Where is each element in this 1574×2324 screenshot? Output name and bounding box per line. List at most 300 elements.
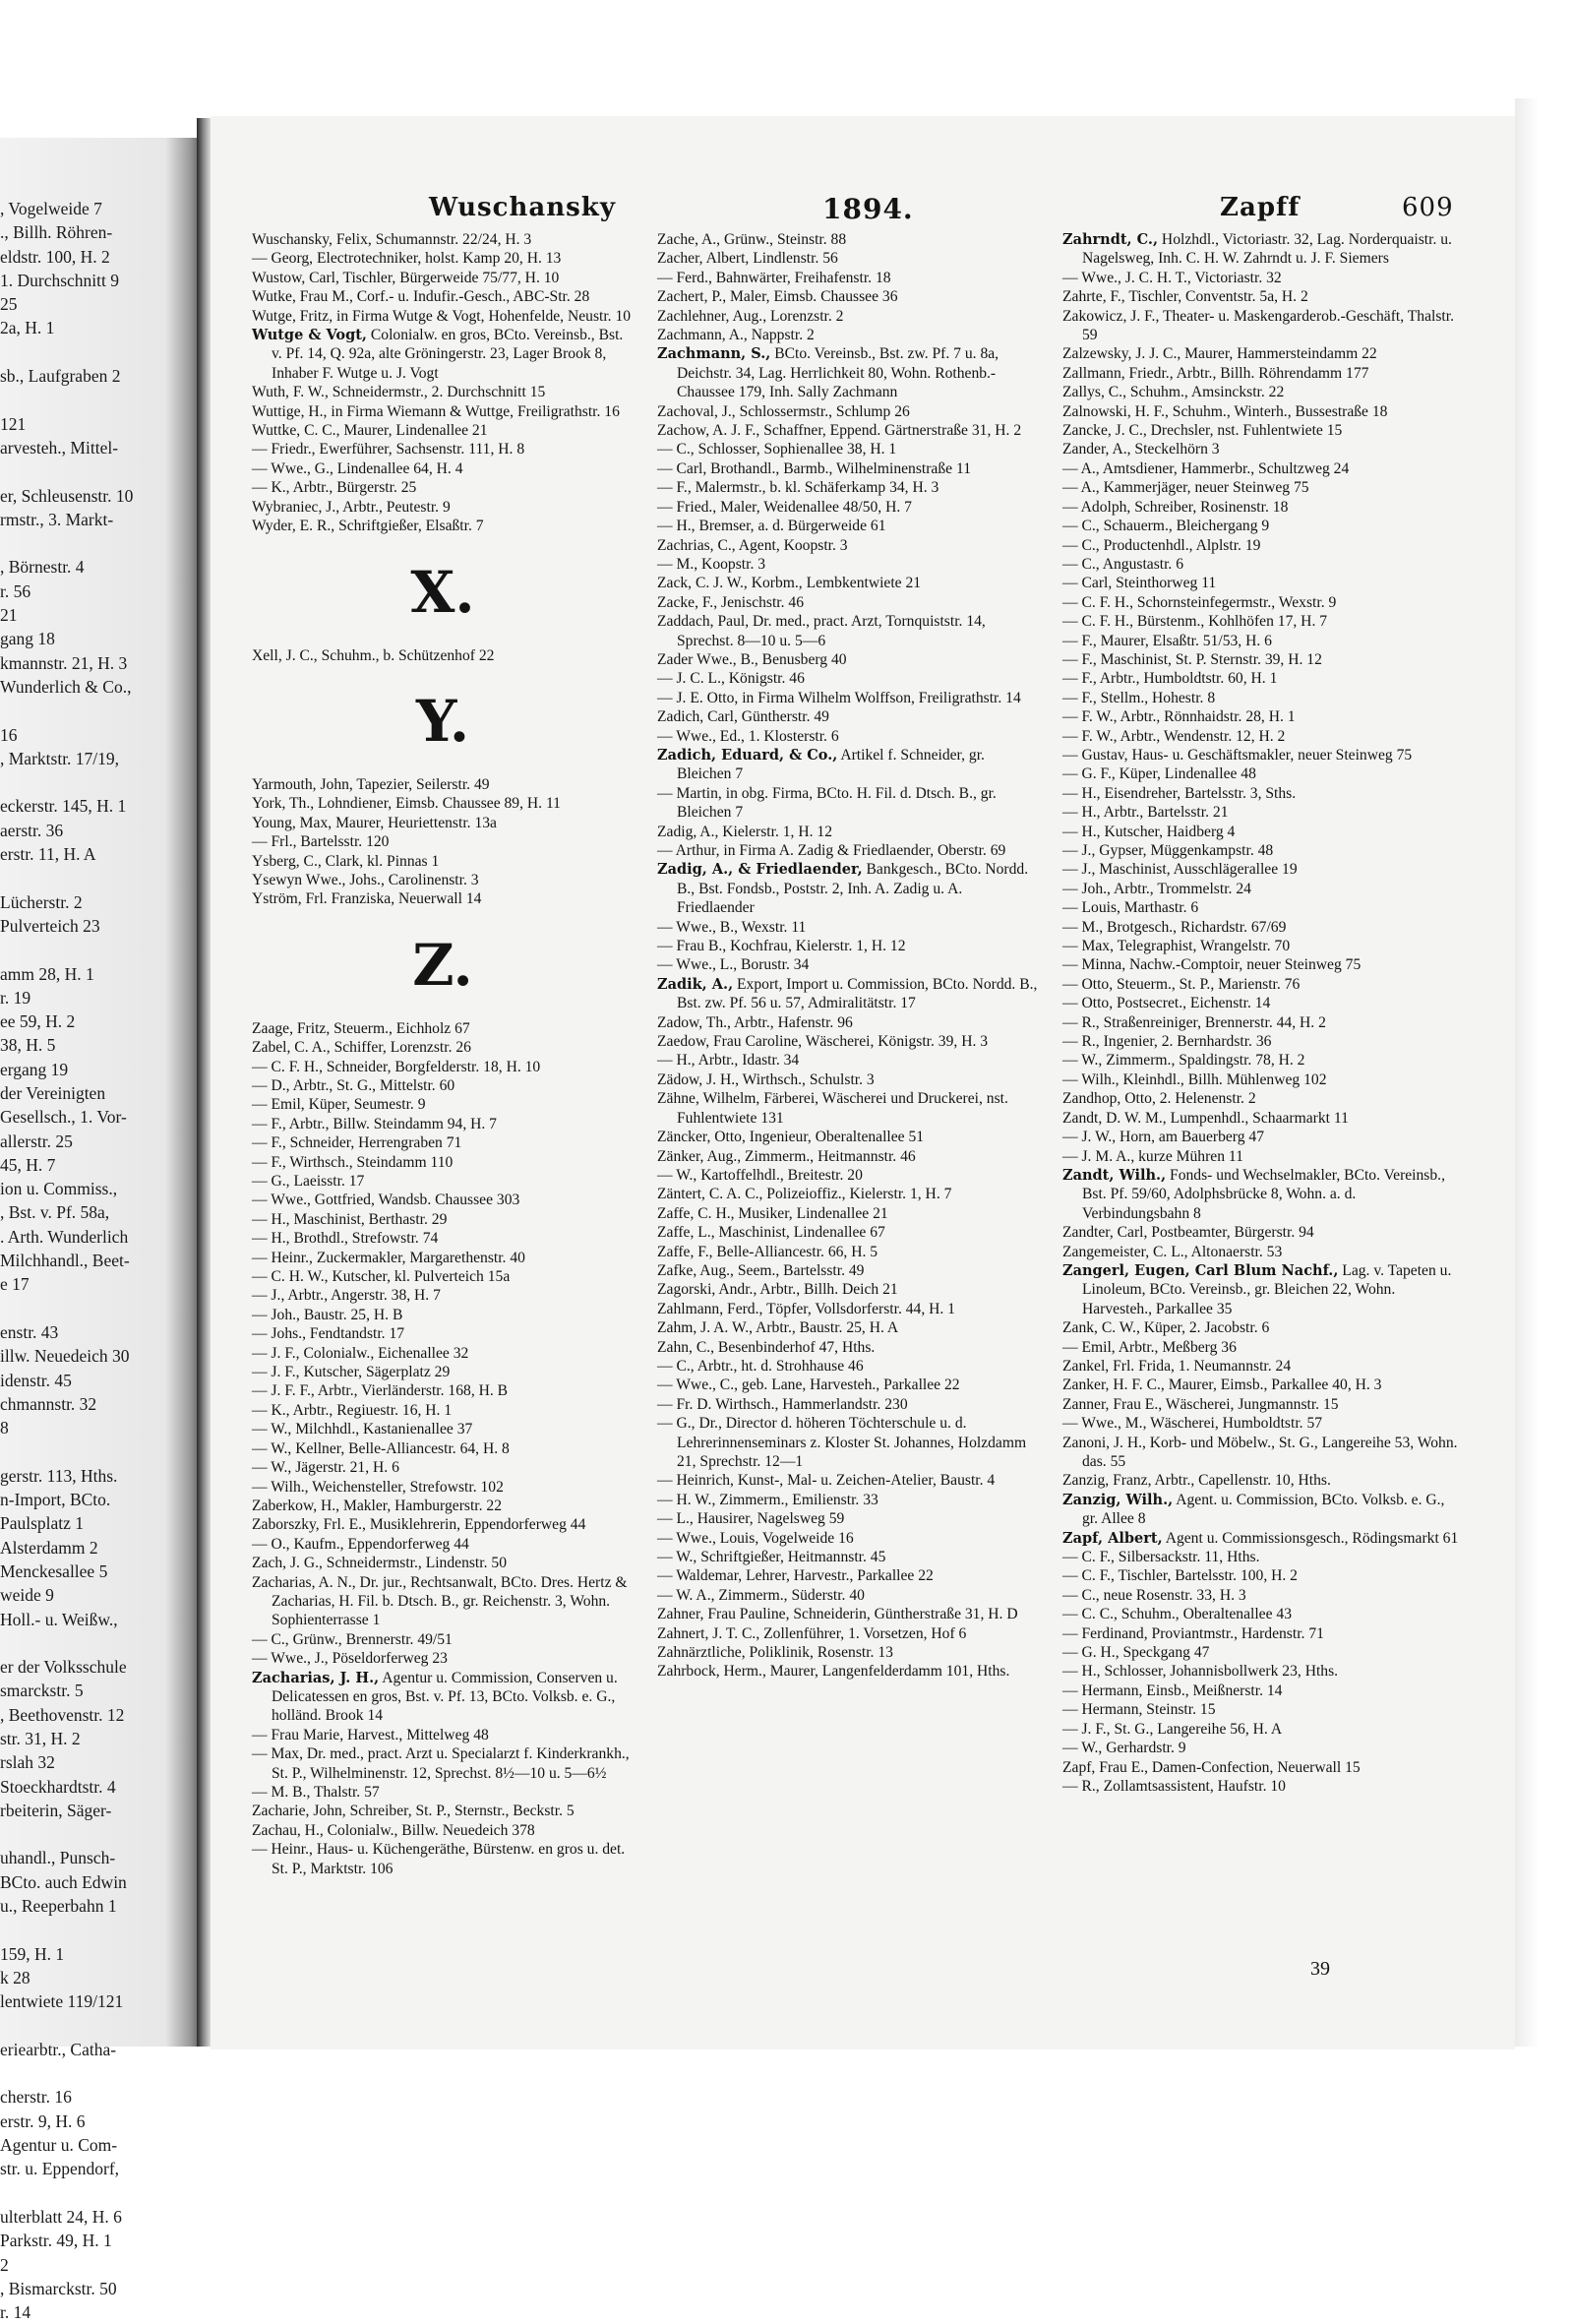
directory-entry: — J. C. L., Königstr. 46 [657,670,805,688]
directory-entry: Zahner, Frau Pauline, Schneiderin, Güntherstraße 31, H. D [657,1606,1018,1623]
previous-page-line: 25 [0,294,18,315]
directory-entry: Zaffe, L., Maschinist, Lindenallee 67 [657,1224,885,1242]
previous-page-line [0,2014,197,2038]
previous-page-line: r. 14 [0,2302,31,2323]
previous-page-line [0,2181,197,2205]
directory-entry: Wyder, E. R., Schriftgießer, Elsaßtr. 7 [252,518,484,535]
directory-entry: — Wwe., J., Pöseldorferweg 23 [252,1650,448,1668]
directory-entry: — H., Arbtr., Bartelsstr. 21 [1062,804,1229,822]
section-letter-y: Y. [415,687,470,755]
directory-entry: — W., Kartoffelhdl., Breitestr. 20 [657,1166,863,1184]
directory-entry: — J. W., Horn, am Bauerberg 47 [1062,1129,1265,1146]
directory-entry: Zaedow, Frau Caroline, Wäscherei, Königstr. 39, H. 3 [657,1033,989,1051]
directory-entry: — Otto, Postsecret., Eichenstr. 14 [1062,995,1271,1012]
directory-entry: — Frau Marie, Harvest., Mittelweg 48 [252,1726,489,1743]
directory-entry: Zach, J. G., Schneidermstr., Lindenstr. 50 [252,1555,507,1572]
directory-entry: — Wilh., Weichensteller, Strefowstr. 102 [252,1478,504,1496]
directory-entry: Zachau, H., Colonialw., Billw. Neuedeich 378 [252,1821,535,1839]
entries-z [252,1019,634,1878]
directory-entry: Zadig, A., & Friedlaender, Bankgesch., BCto. Nordd. B., Bst. Fondsb., Poststr. 2, Inh. A. Zadig u. A. Friedlaender [657,861,1029,917]
directory-entry: Wustow, Carl, Tischler, Bürgerweide 75/77, H. 10 [252,269,560,286]
directory-entry: — H., Kutscher, Haidberg 4 [1062,823,1236,840]
directory-entry: Zaberkow, H., Makler, Hamburgerstr. 22 [252,1497,503,1514]
directory-entry: Zanzig, Franz, Arbtr., Capellenstr. 10, Hths. [1062,1472,1331,1490]
entries-w [252,230,634,536]
previous-page-line: rbeiterin, Säger- [0,1800,112,1820]
directory-entry: — C. F., Silbersackstr. 11, Hths. [1062,1549,1260,1566]
directory-entry: Yarmouth, John, Tapezier, Seilerstr. 49 [252,775,490,793]
directory-entry: — C. F. H., Bürstenm., Kohlhöfen 17, H. 7 [1062,613,1328,631]
entry-firm-name: Zadig, A., & Friedlaender, [657,861,863,879]
directory-entry: — Wilh., Kleinhdl., Billh. Mühlenweg 102 [1062,1070,1327,1088]
directory-entry: — Waldemar, Lehrer, Harvestr., Parkallee 22 [657,1567,934,1585]
directory-entry: Wutke, Frau M., Corf.- u. Indufir.-Gesch., ABC-Str. 28 [252,288,590,306]
directory-entry: York, Th., Lohndiener, Eimsb. Chaussee 89, H. 11 [252,795,561,813]
directory-entry: — M., Brotgesch., Richardstr. 67/69 [1062,918,1287,936]
previous-page-line: gerstr. 113, Hths. [0,1465,118,1486]
directory-entry: Zandter, Carl, Postbeamter, Bürgerstr. 94 [1062,1224,1314,1242]
directory-entry: — C., Schauerm., Bleichergang 9 [1062,518,1270,535]
previous-page-line: e 17 [0,1274,30,1295]
previous-page-line: smarckstr. 5 [0,1681,84,1701]
previous-page-line: idenstr. 45 [0,1370,72,1390]
previous-page-line [0,1297,197,1320]
directory-entry: Zadow, Th., Arbtr., Hafenstr. 96 [657,1013,853,1031]
column-2 [657,230,1039,1682]
previous-page-line: cherstr. 16 [0,2087,72,2108]
previous-page-line: ulterblatt 24, H. 6 [0,2206,122,2227]
previous-page-fragment [0,197,197,2323]
directory-entry: — J., Gypser, Müggenkampstr. 48 [1062,842,1274,859]
previous-page-line: ion u. Commiss., [0,1179,118,1199]
directory-entry: — Max, Telegraphist, Wrangelstr. 70 [1062,938,1291,955]
directory-entry: Zacharias, J. H., Agentur u. Commission, Conserven u. Delicatessen en gros, Bst. v. Pf. 13, BCto. Volksb. e. G., holländ. Brook 14 [252,1669,618,1725]
entries-x [252,646,634,665]
directory-entry: Zalzewsky, J. J. C., Maurer, Hammersteindamm 22 [1062,345,1377,363]
directory-entry: — H., Brothdl., Strefowstr. 74 [252,1230,439,1248]
previous-page-line: sb., Laufgraben 2 [0,366,121,387]
directory-entry: — F. W., Arbtr., Rönnhaidstr. 28, H. 1 [1062,708,1296,726]
directory-entry: — J., Arbtr., Angerstr. 38, H. 7 [252,1287,441,1305]
page-number: 609 [1402,193,1454,222]
directory-entry: Zaage, Fritz, Steuerm., Eichholz 67 [252,1019,470,1037]
directory-entry: — A., Kammerjäger, neuer Steinweg 75 [1062,479,1309,497]
directory-entry: — Johs., Fendtandstr. 17 [252,1325,405,1343]
previous-page-line: Gesellsch., 1. Vor- [0,1107,127,1128]
previous-page-line: ee 59, H. 2 [0,1011,76,1032]
directory-entry: — R., Zollamtsassistent, Haufstr. 10 [1062,1777,1286,1795]
directory-entry: — R., Ingenier, 2. Bernhardstr. 36 [1062,1033,1272,1051]
directory-entry: Zäntert, C. A. C., Polizeioffiz., Kielerstr. 1, H. 7 [657,1186,952,1203]
previous-page-line: chmannstr. 32 [0,1393,97,1414]
entries-y [252,775,634,909]
directory-entry: — Arthur, in Firma A. Zadig & Friedlaender, Oberstr. 69 [657,842,1006,859]
directory-entry: — Fr. D. Wirthsch., Hammerlandstr. 230 [657,1395,908,1413]
directory-entry: Zaborszky, Frl. E., Musiklehrerin, Eppendorferweg 44 [252,1516,586,1534]
directory-entry: Zallys, C., Schuhm., Amsinckstr. 22 [1062,384,1285,401]
previous-page-line: , Bst. v. Pf. 58a, [0,1202,110,1223]
directory-entry: — Gustav, Haus- u. Geschäftsmakler, neuer Steinweg 75 [1062,746,1413,764]
column-1 [252,230,634,1878]
directory-entry: Zahrbock, Herm., Maurer, Langenfelderdamm 101, Hths. [657,1663,1010,1681]
directory-entry: — Carl, Brothandl., Barmb., Wilhelminenstraße 11 [657,459,971,477]
directory-entry: — C. F., Tischler, Bartelsstr. 100, H. 2 [1062,1567,1298,1585]
directory-entry: Zahlmann, Ferd., Töpfer, Vollsdorferstr. 44, H. 1 [657,1300,955,1317]
directory-entry: — Ferd., Bahnwärter, Freihafenstr. 18 [657,269,891,286]
previous-page-line: Menckesallee 5 [0,1560,108,1581]
directory-entry: Zachlehner, Aug., Lorenzstr. 2 [657,307,844,325]
previous-page-line [0,531,197,555]
directory-entry: — Max, Dr. med., pract. Arzt u. Specialarzt f. Kinderkrankh., St. P., Wilhelminenstr. 12, Sprechst. 8½—10 u. 5—6½ [252,1745,630,1782]
directory-entry: — Hermann, Einsb., Meißnerstr. 14 [1062,1682,1283,1699]
book-spine-edge [197,118,211,2047]
directory-entry: — C., Arbtr., ht. d. Strohhause 46 [657,1357,864,1375]
directory-entry: — W., Zimmerm., Spaldingstr. 78, H. 2 [1062,1052,1305,1070]
directory-entry: — Louis, Marthastr. 6 [1062,899,1199,917]
directory-entry: Zacharias, A. N., Dr. jur., Rechtsanwalt, BCto. Dres. Hertz & Zacharias, H. Fil. b. Dtsch. B., gr. Reichenstr. 3, Wohn. Sophienterrasse 1 [252,1573,628,1629]
running-head-year: 1894. [822,193,914,225]
directory-entry: — Heinr., Haus- u. Küchengeräthe, Bürstenw. en gros u. det. St. P., Marktstr. 106 [252,1841,626,1877]
entry-firm-name: Zanzig, Wilh., [1062,1491,1174,1508]
directory-entry: Yström, Frl. Franziska, Neuerwall 14 [252,890,482,908]
previous-page-line: illw. Neuedeich 30 [0,1346,130,1367]
directory-entry: Zahn, C., Besenbinderhof 47, Hths. [657,1338,876,1356]
directory-entry: Zanzig, Wilh., Agent. u. Commission, BCto. Volksb. e. G., gr. Allee 8 [1062,1491,1445,1528]
directory-entry: — J. F. F., Arbtr., Vierländerstr. 168, H. B [252,1382,509,1400]
previous-page-line: der Vereinigten [0,1082,106,1103]
directory-entry: Ysberg, C., Clark, kl. Pinnas 1 [252,852,440,870]
directory-entry: — J. M. A., kurze Mühren 11 [1062,1147,1243,1165]
previous-page-line: Wunderlich & Co., [0,676,132,697]
directory-entry: Zaffe, F., Belle-Alliancestr. 66, H. 5 [657,1243,878,1260]
directory-entry: — Fried., Maler, Weidenallee 48/50, H. 7 [657,498,912,516]
previous-page-line: Paulsplatz 1 [0,1513,85,1534]
directory-entry: — Wwe., M., Wäscherei, Humboldtstr. 57 [1062,1415,1323,1433]
directory-entry: — G. H., Speckgang 47 [1062,1644,1210,1662]
previous-page-line: erstr. 11, H. A [0,844,96,865]
entries-column-2 [657,230,1039,1682]
page-right-margin [1515,98,1539,2047]
entries-column-3 [1062,230,1461,1796]
directory-entry: Wuth, F. W., Schneidermstr., 2. Durchschnitt 15 [252,384,546,401]
directory-entry: Zack, C. J. W., Korbm., Lembkentwiete 21 [657,575,922,592]
directory-entry: — H., Schlosser, Johannisbollwerk 23, Hths. [1062,1663,1339,1681]
directory-entry: — A., Amtsdiener, Hammerbr., Schultzweg 24 [1062,459,1350,477]
previous-page-line [0,866,197,889]
directory-entry: — W., Gerhardstr. 9 [1062,1740,1186,1757]
directory-entry: — C. C., Schuhm., Oberaltenallee 43 [1062,1606,1292,1623]
directory-entry: — W., Schriftgießer, Heitmannstr. 45 [657,1549,886,1566]
directory-entry: — Friedr., Ewerführer, Sachsenstr. 111, H. 8 [252,441,525,459]
directory-entry: — H., Maschinist, Berthastr. 29 [252,1210,448,1228]
previous-page-line: Holl.- u. Weißw., [0,1609,118,1629]
directory-entry: — F., Wirthsch., Steindamm 110 [252,1153,454,1171]
directory-entry: — G. F., Küper, Lindenallee 48 [1062,765,1256,783]
previous-page-line: eldstr. 100, H. 2 [0,246,110,267]
directory-entry: — Wwe., C., geb. Lane, Harvesteh., Parkallee 22 [657,1376,960,1394]
directory-entry: Zander, A., Steckelhörn 3 [1062,441,1220,459]
directory-entry: — F., Stellm., Hohestr. 8 [1062,689,1216,706]
directory-entry: — H., Eisendreher, Bartelsstr. 3, Sths. [1062,784,1297,802]
previous-page-line [0,1631,197,1655]
previous-page-line [0,388,197,411]
directory-entry: Wybraniec, J., Arbtr., Peutestr. 9 [252,498,451,516]
previous-page-line: amm 28, H. 1 [0,963,94,984]
directory-entry: Wutge & Vogt, Colonialw. en gros, BCto. Vereinsb., Bst. v. Pf. 14, Q. 92a, alte Gröningerstr. 23, Lager Brook 8, Inhaber F. Wutge u. J. Vogt [252,327,624,382]
previous-page-line: Lücherstr. 2 [0,891,83,912]
directory-entry: — Heinrich, Kunst-, Mal- u. Zeichen-Atelier, Baustr. 4 [657,1472,996,1490]
directory-entry: — H., Bremser, a. d. Bürgerweide 61 [657,518,886,535]
previous-page-line: Agentur u. Com- [0,2135,118,2156]
previous-page-line: r. 19 [0,987,31,1008]
directory-entry: — G., Laeisstr. 17 [252,1173,365,1190]
directory-entry: Zanner, Frau E., Wäscherei, Jungmannstr. 15 [1062,1395,1339,1413]
directory-entry: Zadich, Carl, Güntherstr. 49 [657,708,829,726]
directory-entry: — Wwe., Ed., 1. Klosterstr. 6 [657,727,839,745]
directory-entry: Zangemeister, C. L., Altonaerstr. 53 [1062,1243,1283,1260]
previous-page-line: r. 56 [0,581,31,601]
directory-entry: — F., Schneider, Herrengraben 71 [252,1134,462,1152]
previous-page-line: Pulverteich 23 [0,915,100,936]
previous-page-line [0,938,197,961]
directory-entry: — C. F. H., Schornsteinfegermstr., Wexstr. 9 [1062,593,1337,611]
previous-page-line: u., Reeperbahn 1 [0,1896,117,1917]
previous-page-line [0,1918,197,1941]
previous-page-line: , Börnestr. 4 [0,557,85,578]
previous-page-line: 38, H. 5 [0,1035,56,1056]
previous-page-line: . Arth. Wunderlich [0,1226,129,1247]
running-head-left: Wuschansky [429,193,616,222]
directory-entry: — Carl, Steinthorweg 11 [1062,575,1217,592]
directory-entry: Zader Wwe., B., Benusberg 40 [657,650,847,668]
directory-entry: Zabel, C. A., Schiffer, Lorenzstr. 26 [252,1039,471,1057]
directory-entry: — K., Arbtr., Bürgerstr. 25 [252,479,417,497]
directory-entry: Wuttke, C. C., Maurer, Lindenallee 21 [252,422,488,440]
previous-page-line: Parkstr. 49, H. 1 [0,2231,112,2251]
directory-entry: — J., Maschinist, Ausschlägerallee 19 [1062,861,1298,879]
entry-firm-name: Zadich, Eduard, & Co., [657,746,838,764]
directory-entry: Ysewyn Wwe., Johs., Carolinenstr. 3 [252,871,479,888]
directory-entry: — M., Koopstr. 3 [657,555,766,573]
directory-entry: Zaddach, Paul, Dr. med., pract. Arzt, Tornquiststr. 14, Sprechst. 8—10 u. 5—6 [657,613,986,649]
previous-page-line: lentwiete 119/121 [0,1991,124,2012]
previous-page-line: uhandl., Punsch- [0,1848,116,1868]
directory-entry: — Wwe., J. C. H. T., Victoriastr. 32 [1062,269,1282,286]
directory-entry: Zapf, Albert, Agent u. Commissionsgesch., Rödingsmarkt 61 [1062,1529,1459,1547]
previous-page-line: ergang 19 [0,1059,69,1079]
directory-entry: — C., Schlosser, Sophienallee 38, H. 1 [657,441,897,459]
previous-page-line: 121 [0,413,27,434]
directory-entry: Zandt, D. W. M., Lumpenhdl., Schaarmarkt 11 [1062,1109,1349,1127]
directory-entry: — Wwe., Gottfried, Wandsb. Chaussee 303 [252,1192,520,1209]
directory-entry: Zangerl, Eugen, Carl Blum Nachf., Lag. v. Tapeten u. Linoleum, BCto. Vereinsb., gr. Bleichen 22, Wohn. Harvesteh., Parkallee 35 [1062,1261,1452,1317]
previous-page-line: , Bismarckstr. 50 [0,2278,117,2298]
directory-entry: — J. F., Kutscher, Sägerplatz 29 [252,1364,451,1381]
directory-entry: — H. W., Zimmerm., Emilienstr. 33 [657,1491,878,1508]
directory-entry: Zanoni, J. H., Korb- und Möbelw., St. G., Langereihe 53, Wohn. das. 55 [1062,1434,1458,1470]
previous-page-line: rmstr., 3. Markt- [0,509,114,529]
directory-entry: Zankel, Frl. Frida, 1. Neumannstr. 24 [1062,1357,1292,1375]
previous-page-line: erstr. 9, H. 6 [0,2110,86,2131]
entry-firm-name: Zangerl, Eugen, Carl Blum Nachf., [1062,1261,1339,1279]
directory-entry: — Martin, in obg. Firma, BCto. H. Fil. d. Dtsch. B., gr. Bleichen 7 [657,784,997,822]
previous-page-line [0,459,197,483]
directory-entry: — Wwe., B., Wexstr. 11 [657,918,807,936]
directory-entry: Zacher, Albert, Lindlenstr. 56 [657,250,838,268]
previous-page-line: aerstr. 36 [0,820,64,840]
previous-page-line: enstr. 43 [0,1321,59,1342]
directory-entry: Zähne, Wilhelm, Färberei, Wäscherei und Druckerei, nst. Fuhlentwiete 131 [657,1090,1008,1127]
previous-page-line: 159, H. 1 [0,1943,65,1964]
directory-entry: — F., Arbtr., Billw. Steindamm 94, H. 7 [252,1115,497,1132]
directory-entry: — C., neue Rosenstr. 33, H. 3 [1062,1586,1246,1604]
directory-entry: — Frl., Bartelsstr. 120 [252,833,390,851]
directory-entry: Zachoval, J., Schlossermstr., Schlump 26 [657,402,910,420]
directory-entry: Zahnärztliche, Poliklinik, Rosenstr. 13 [657,1644,893,1662]
previous-page-line: Stoeckhardtstr. 4 [0,1776,116,1797]
directory-entry: Zachert, P., Maler, Eimsb. Chaussee 36 [657,288,898,306]
directory-entry: Zadik, A., Export, Import u. Commission, BCto. Nordd. B., Bst. zw. Pf. 56 u. 57, Admiralitätstr. 17 [657,975,1038,1012]
directory-entry: — F., Arbtr., Humboldtstr. 60, H. 1 [1062,670,1278,688]
directory-entry: Zachmann, A., Nappstr. 2 [657,327,815,344]
previous-page-line: Milchhandl., Beet- [0,1251,130,1271]
previous-page-line: eckerstr. 145, H. 1 [0,796,127,817]
directory-entry: Zachrias, C., Agent, Koopstr. 3 [657,536,848,554]
directory-entry: Zahrte, F., Tischler, Conventstr. 5a, H. 2 [1062,288,1308,306]
directory-entry: — Minna, Nachw.-Comptoir, neuer Steinweg 75 [1062,956,1362,974]
directory-entry: — H., Arbtr., Idastr. 34 [657,1052,800,1070]
directory-entry: Zapf, Frau E., Damen-Confection, Neuerwall 15 [1062,1758,1361,1776]
directory-entry: Wutge, Fritz, in Firma Wutge & Vogt, Hohenfelde, Neustr. 10 [252,307,632,325]
directory-entry: Zagorski, Andr., Arbtr., Billh. Deich 21 [657,1281,898,1299]
previous-page-line: BCto. auch Edwin [0,1871,127,1892]
directory-entry: — C., Productenhdl., Alplstr. 19 [1062,536,1261,554]
directory-entry: — Joh., Baustr. 25, H. B [252,1306,403,1323]
directory-entry: Zaffe, C. H., Musiker, Lindenallee 21 [657,1204,888,1222]
directory-entry: Zandt, Wilh., Fonds- und Wechselmakler, BCto. Vereinsb., Bst. Pf. 59/60, Adolphsbrücke 8, Wohn. a. d. Verbindungsbahn 8 [1062,1166,1445,1222]
directory-entry: Zandhop, Otto, 2. Helenenstr. 2 [1062,1090,1256,1108]
directory-entry: — W. A., Zimmerm., Süderstr. 40 [657,1586,865,1604]
previous-page-line: , Vogelweide 7 [0,199,102,218]
directory-entry: — F. W., Arbtr., Wendenstr. 12, H. 2 [1062,727,1286,745]
previous-page-line: str. 31, H. 2 [0,1729,81,1748]
directory-entry: Zäncker, Otto, Ingenieur, Oberaltenallee 51 [657,1129,925,1146]
directory-entry: — F., Maurer, Elsaßtr. 51/53, H. 6 [1062,632,1272,649]
directory-entry: — Wwe., G., Lindenallee 64, H. 4 [252,459,463,477]
previous-page-line: er der Volksschule [0,1657,127,1678]
directory-entry: — W., Jägerstr. 21, H. 6 [252,1459,399,1477]
directory-entry: — Wwe., Louis, Vogelweide 16 [657,1529,854,1547]
previous-page-line: weide 9 [0,1585,54,1606]
directory-entry: — Otto, Steuerm., St. P., Marienstr. 76 [1062,975,1301,993]
directory-entry: Zacharie, John, Schreiber, St. P., Sternstr., Beckstr. 5 [252,1803,575,1820]
directory-entry: Zädow, J. H., Wirthsch., Schulstr. 3 [657,1070,875,1088]
entry-firm-name: Zacharias, J. H., [252,1669,380,1686]
previous-page-line: 8 [0,1418,9,1438]
previous-page-line: gang 18 [0,629,55,649]
previous-page-line [0,1822,197,1846]
directory-entry: — D., Arbtr., St. G., Mittelstr. 60 [252,1076,455,1094]
previous-page-line: 1. Durchschnitt 9 [0,270,120,290]
entry-firm-name: Wutge & Vogt, [252,327,367,344]
running-head-right: Zapff [1220,193,1301,222]
directory-entry: Zancke, J. C., Drechsler, nst. Fuhlentwiete 15 [1062,422,1343,440]
directory-entry: — Wwe., L., Borustr. 34 [657,956,810,974]
directory-entry: — R., Straßenreiniger, Brennerstr. 44, H. 2 [1062,1013,1326,1031]
previous-page-line [0,340,197,364]
directory-entry: — K., Arbtr., Regiuestr. 16, H. 1 [252,1401,453,1419]
previous-page-line: , Beethovenstr. 12 [0,1704,125,1725]
directory-entry: — Frau B., Kochfrau, Kielerstr. 1, H. 12 [657,938,906,955]
entry-firm-name: Zadik, A., [657,975,734,993]
directory-entry: Zalnowski, H. F., Schuhm., Winterh., Bussestraße 18 [1062,402,1388,420]
directory-entry: — Ferdinand, Proviantmstr., Hardenstr. 71 [1062,1624,1324,1642]
directory-entry: — W., Kellner, Belle-Alliancestr. 64, H. 8 [252,1439,510,1457]
previous-page-line: 45, H. 7 [0,1154,56,1175]
previous-page-line [0,770,197,794]
previous-page-line: n-Import, BCto. [0,1490,111,1510]
directory-entry: Zahnert, J. T. C., Zollenführer, 1. Vorsetzen, Hof 6 [657,1624,967,1642]
previous-page-line: rslah 32 [0,1752,55,1773]
directory-entry: — J. F., St. G., Langereihe 56, H. A [1062,1720,1283,1738]
previous-page-line [0,2061,197,2085]
previous-page-line [0,699,197,722]
directory-entry: — Georg, Electrotechniker, holst. Kamp 20, H. 13 [252,250,562,268]
section-letter-x: X. [410,558,475,626]
previous-page-line: k 28 [0,1967,30,1988]
previous-page-line: str. u. Eppendorf, [0,2159,120,2179]
previous-page-line: ., Billh. Röhren- [0,222,113,243]
entry-firm-name: Zachmann, S., [657,345,771,363]
previous-page-line: eriearbtr., Catha- [0,2039,117,2059]
directory-entry: Zache, A., Grünw., Steinstr. 88 [657,231,847,248]
previous-page-line: kmannstr. 21, H. 3 [0,652,128,673]
entry-firm-name: Zahrndt, C., [1062,231,1159,248]
directory-entry: Wuttige, H., in Firma Wiemann & Wuttge, Freiligrathstr. 16 [252,402,620,420]
directory-entry: — C. F. H., Schneider, Borgfelderstr. 18, H. 10 [252,1058,541,1075]
directory-entry: Zadig, A., Kielerstr. 1, H. 12 [657,823,833,840]
directory-entry: Zahm, J. A. W., Arbtr., Baustr. 25, H. A [657,1319,899,1337]
directory-entry: Zallmann, Friedr., Arbtr., Billh. Röhrendamm 177 [1062,364,1369,382]
directory-entry: Zacke, F., Jenischstr. 46 [657,593,805,611]
directory-entry: Zanker, H. F. C., Maurer, Eimsb., Parkallee 40, H. 3 [1062,1376,1382,1394]
previous-page-line: , Marktstr. 17/19, [0,748,120,768]
directory-entry: — G., Dr., Director d. höheren Töchterschule u. d. Lehrerinnenseminars z. Kloster St. Johannes, Holzdamm 21, Sprechstr. 12—1 [657,1415,1027,1470]
directory-entry: — J. F., Colonialw., Eichenallee 32 [252,1344,469,1362]
sheet-signature: 39 [1310,1958,1330,1980]
previous-page-line: 16 [0,724,18,745]
directory-entry: — O., Kaufm., Eppendorferweg 44 [252,1535,469,1553]
directory-entry: — C., Grünw., Brennerstr. 49/51 [252,1630,453,1648]
directory-entry: — F., Maschinist, St. P. Sternstr. 39, H. 12 [1062,650,1322,668]
directory-entry: Zank, C. W., Küper, 2. Jacobstr. 6 [1062,1319,1270,1337]
directory-entry: Zachow, A. J. F., Schaffner, Eppend. Gärtnerstraße 31, H. 2 [657,422,1022,440]
column-3 [1062,230,1461,1796]
directory-entry: — C., Angustastr. 6 [1062,555,1184,573]
directory-entry: Zänker, Aug., Zimmerm., Heitmannstr. 46 [657,1147,916,1165]
directory-entry: — Hermann, Steinstr. 15 [1062,1701,1216,1719]
directory-entry: Zakowicz, J. F., Theater- u. Maskengarderob.-Geschäft, Thalstr. 59 [1062,307,1454,344]
previous-page-line: arvesteh., Mittel- [0,437,119,458]
directory-entry: — F., Malermstr., b. kl. Schäferkamp 34, H. 3 [657,479,939,497]
directory-entry: — W., Milchhdl., Kastanienallee 37 [252,1421,473,1438]
previous-page-line: er, Schleusenstr. 10 [0,485,134,506]
previous-page-line: 21 [0,605,18,626]
directory-entry: Young, Max, Maurer, Heuriettenstr. 13a [252,814,497,831]
entry-firm-name: Zapf, Albert, [1062,1529,1163,1547]
directory-entry: Zadich, Eduard, & Co., Artikel f. Schneider, gr. Bleichen 7 [657,746,985,783]
previous-page-line: 2a, H. 1 [0,318,55,338]
